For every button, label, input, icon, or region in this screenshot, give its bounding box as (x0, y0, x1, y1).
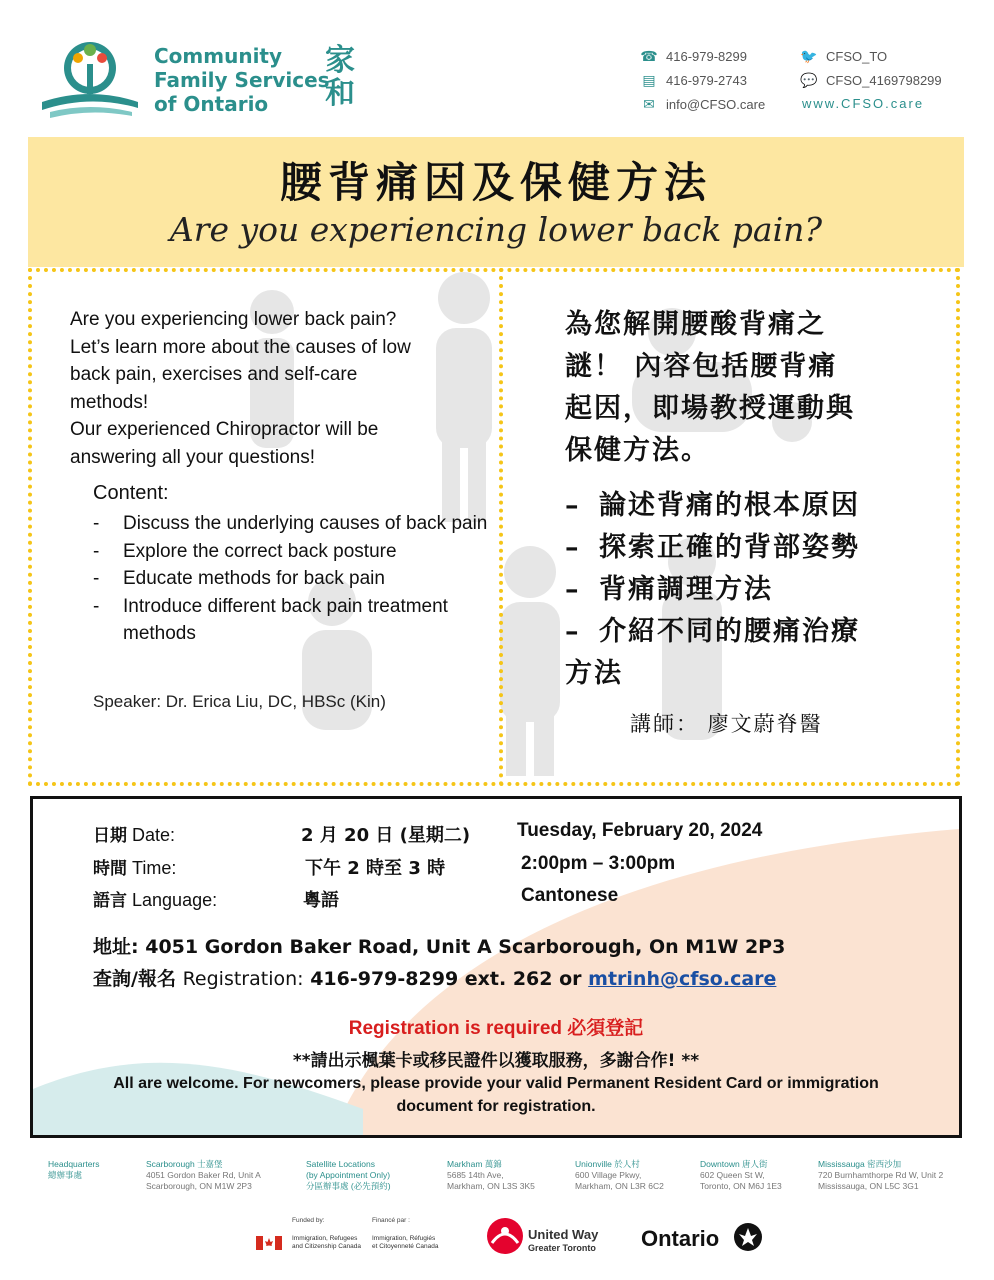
org-name-line: of Ontario (154, 92, 269, 116)
location-headquarters: Headquarters 總辦事處 (48, 1159, 100, 1180)
document-notice-cn: **請出示楓葉卡或移民證件以獲取服務，多謝合作! ** (292, 1051, 700, 1071)
intro-line: 保健方法。 (565, 435, 710, 466)
intro-line: Are you experiencing lower back pain? (70, 309, 397, 330)
title-en: Are you experiencing lower back pain? (169, 210, 823, 249)
content-list (93, 510, 493, 648)
wechat-icon: 💬 (800, 72, 818, 88)
intro-line: Let’s learn more about the causes of low (70, 336, 411, 358)
list-item: – 背痛調理方法 (565, 569, 945, 611)
english-intro (70, 306, 480, 471)
mail-icon: ✉ (643, 96, 655, 112)
list-item: - Explore the correct back posture (93, 538, 493, 566)
contact-fax: ▤ 416-979-2743 (640, 72, 747, 89)
registration-email-link[interactable]: mtrinh@cfso.care (588, 968, 777, 990)
intro-line: back pain, exercises and self-care (70, 364, 358, 385)
ministry-fr: Immigration, Réfugiés et Citoyenneté Canada (372, 1235, 439, 1250)
location-markham: Markham 萬錦 5685 14th Ave, Markham, ON L3S 3K5 (447, 1159, 535, 1191)
time-value-en: 2:00pm – 3:00pm (521, 853, 676, 874)
welcome-note: All are welcome. For newcomers, please provide your valid Permanent Resident Card or immigration document for registration. (113, 1075, 879, 1115)
time-value-cn: 下午 2 時至 3 時 (305, 858, 446, 879)
ontario-wordmark: Ontario (641, 1226, 720, 1251)
ontario-trillium-icon (733, 1222, 763, 1252)
location-scarborough: Scarborough 士嘉堡 4051 Gordon Baker Rd, Unit A Scarborough, ON M1W 2P3 (146, 1159, 261, 1191)
twitter-icon: 🐦 (800, 48, 818, 64)
location-unionville: Unionville 於人村 600 Village Pkwy, Markham, ON L3R 6C2 (575, 1159, 664, 1191)
list-item: - Introduce different back pain treatment methods (93, 593, 493, 648)
phone-icon: ☎ (640, 48, 658, 64)
org-name-line: Community (154, 44, 283, 68)
fax-icon: ▤ (642, 72, 656, 88)
intro-line: 為您解開腰酸背痛之 (565, 309, 826, 340)
intro-line: 謎！ 內容包括腰背痛 (565, 351, 838, 382)
contact-wechat: 💬 CFSO_4169798299 (800, 72, 942, 88)
cfso-logo (40, 36, 140, 118)
event-details-box (30, 796, 962, 1138)
language-value-cn: 粵語 (303, 890, 339, 911)
contact-email[interactable]: ✉ info@CFSO.care (640, 96, 765, 113)
content-heading: Content: (93, 482, 169, 504)
ministry-en: Immigration, Refugees and Citizenship Canada (292, 1235, 362, 1250)
united-way-name: United Way Greater Toronto (528, 1227, 599, 1253)
registration-required: Registration is required 必須登記 (348, 1018, 644, 1039)
chinese-content-list (565, 485, 945, 695)
address: 地址: 4051 Gordon Baker Road, Unit A Scarborough, On M1W 2P3 (93, 936, 786, 958)
date-value-en: Tuesday, February 20, 2024 (517, 820, 763, 841)
date-value-cn: 2 月 20 日 (星期二) (301, 825, 471, 846)
chinese-intro (565, 304, 935, 472)
time-label: 時間 Time: (93, 858, 177, 879)
org-name-line: Family Services (154, 68, 330, 92)
list-item: – 論述背痛的根本原因 (565, 485, 945, 527)
website-link[interactable]: www.CFSO.care (802, 96, 925, 111)
intro-line: answering all your questions! (70, 446, 316, 468)
content-divider (499, 268, 503, 786)
language-label: 語言 Language: (93, 890, 218, 911)
location-mississauga: Mississauga 密西沙加 720 Burnhamthorpe Rd W, Unit 2 Mississauga, ON L5C 3G1 (818, 1159, 944, 1191)
funded-by-en: Funded by: (292, 1217, 325, 1224)
location-satellite: Satellite Locations (by Appointment Only) 分區辦事處 (必先預約) (306, 1159, 391, 1191)
language-value-en: Cantonese (521, 885, 619, 906)
contact-phone: ☎ 416-979-8299 (640, 48, 747, 64)
registration: 查詢/報名 Registration: 416-979-8299 ext. 262 or mtrinh@cfso.care (93, 968, 777, 990)
list-item: – 介紹不同的腰痛治療 (565, 611, 945, 653)
list-item-continued: 方法 (565, 658, 623, 689)
location-downtown: Downtown 唐人街 602 Queen St W, Toronto, ON M6J 1E3 (700, 1159, 782, 1191)
speaker-cn: 講師： 廖文蔚脊醫 (630, 712, 823, 736)
contact-twitter[interactable]: 🐦 CFSO_TO (800, 48, 888, 64)
canada-flag-icon (256, 1236, 282, 1250)
list-item: – 探索正確的背部姿勢 (565, 527, 945, 569)
title-cn: 腰背痛因及保健方法 (279, 158, 712, 207)
united-way-logo-icon (486, 1217, 524, 1255)
list-item: - Discuss the underlying causes of back pain (93, 510, 493, 538)
list-item: - Educate methods for back pain (93, 565, 493, 593)
org-name-en (154, 44, 330, 116)
date-label: 日期 Date: (93, 825, 176, 846)
speaker-en: Speaker: Dr. Erica Liu, DC, HBSc (Kin) (93, 692, 386, 711)
intro-line: 起因，即場教授運動與 (565, 393, 855, 424)
funded-by-fr: Financé par : (372, 1217, 410, 1224)
org-name-cn: 家和 (325, 43, 355, 111)
intro-line: methods! (70, 391, 149, 413)
intro-line: Our experienced Chiropractor will be (70, 419, 379, 440)
